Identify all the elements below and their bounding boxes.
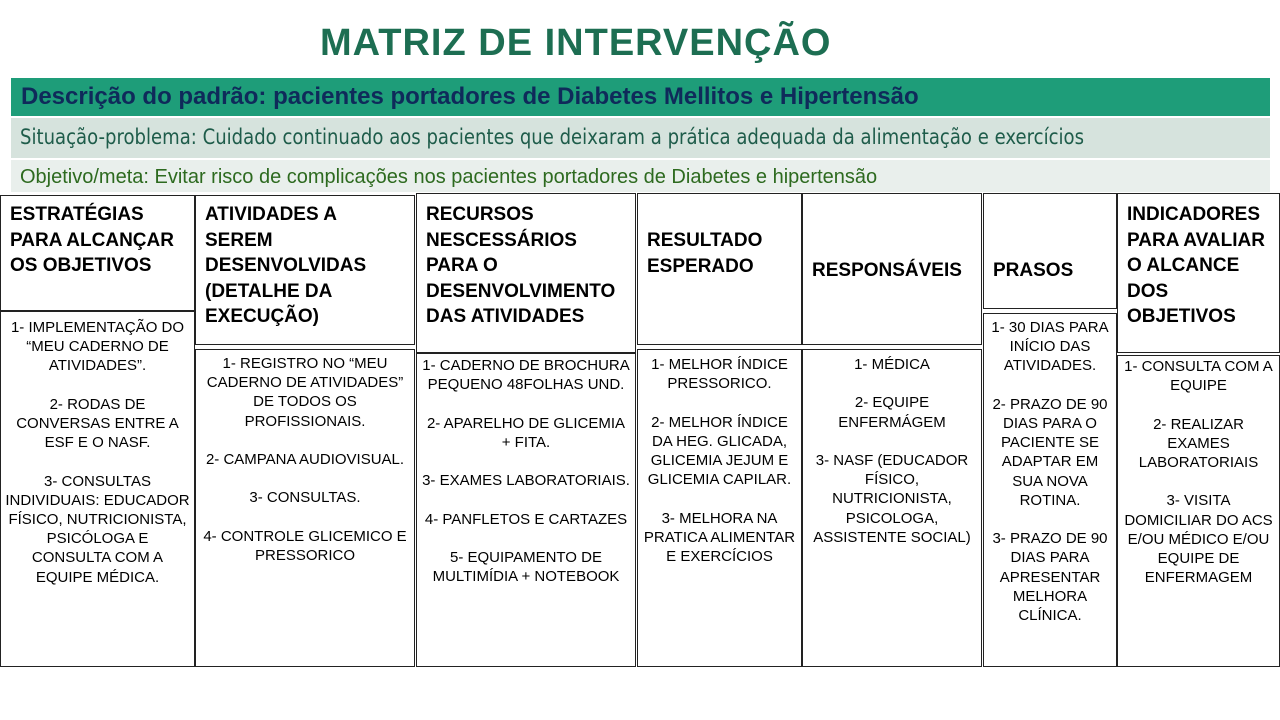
header-atividades: ATIVIDADES A SEREM DESENVOLVIDAS (DETALHE DA EXECUÇÃO) xyxy=(195,195,415,345)
situacao-text: Situação-problema: Cuidado continuado aos pacientes que deixaram a prática adequada da alimentação e exercícios xyxy=(20,125,1084,149)
body-resultado: 1- MELHOR ÍNDICE PRESSORICO. 2- MELHOR ÍNDICE DA HEG. GLICADA, GLICEMIA JEJUM E GLICEMIA CAPILAR. 3- MELHORA NA PRATICA ALIMENTAR E EXERCÍCIOS xyxy=(637,349,802,667)
header-resultado: RESULTADO ESPERADO xyxy=(637,193,802,345)
objetivo-band: Objetivo/meta: Evitar risco de complicações nos pacientes portadores de Diabetes e hipertensão xyxy=(11,160,1270,192)
header-estrategias: ESTRATÉGIAS PARA ALCANÇAR OS OBJETIVOS xyxy=(0,195,195,311)
situacao-band xyxy=(11,118,1270,158)
page-title: MATRIZ DE INTERVENÇÃO xyxy=(320,22,832,64)
header-recursos: RECURSOS NESCESSÁRIOS PARA O DESENVOLVIMENTO DAS ATIVIDADES xyxy=(416,193,636,353)
body-prasos: 1- 30 DIAS PARA INÍCIO DAS ATIVIDADES. 2- PRAZO DE 90 DIAS PARA O PACIENTE SE ADAPTAR EM SUA NOVA ROTINA. 3- PRAZO DE 90 DIAS PARA APRESENTAR MELHORA CLÍNICA. xyxy=(983,313,1117,667)
body-recursos: 1- CADERNO DE BROCHURA PEQUENO 48FOLHAS UND. 2- APARELHO DE GLICEMIA + FITA. 3- EXAMES LABORATORIAIS. 4- PANFLETOS E CARTAZES 5- EQUIPAMENTO DE MULTIMÍDIA + NOTEBOOK xyxy=(416,353,636,667)
body-estrategias: 1- IMPLEMENTAÇÃO DO “MEU CADERNO DE ATIVIDADES”. 2- RODAS DE CONVERSAS ENTRE A ESF E O NASF. 3- CONSULTAS INDIVIDUAIS: EDUCADOR FÍSICO, NUTRICIONISTA, PSICÓLOGA E CONSULTA COM A EQUIPE MÉDICA. xyxy=(0,311,195,667)
body-atividades: 1- REGISTRO NO “MEU CADERNO DE ATIVIDADES” DE TODOS OS PROFISSIONAIS. 2- CAMPANA AUDIOVISUAL. 3- CONSULTAS. 4- CONTROLE GLICEMICO E PRESSORICO xyxy=(195,349,415,667)
body-responsaveis: 1- MÉDICA 2- EQUIPE ENFERMÁGEM 3- NASF (EDUCADOR FÍSICO, NUTRICIONISTA, PSICOLOGA, ASSISTENTE SOCIAL) xyxy=(802,349,982,667)
header-responsaveis: RESPONSÁVEIS xyxy=(802,193,982,345)
header-prasos: PRASOS xyxy=(983,193,1117,309)
header-indicadores: INDICADORES PARA AVALIAR O ALCANCE DOS OBJETIVOS xyxy=(1117,193,1280,353)
body-indicadores: 1- CONSULTA COM A EQUIPE 2- REALIZAR EXAMES LABORATORIAIS 3- VISITA DOMICILIAR DO ACS E/OU MÉDICO E/OU EQUIPE DE ENFERMAGEM xyxy=(1117,355,1280,667)
descricao-band: Descrição do padrão: pacientes portadores de Diabetes Mellitos e Hipertensão xyxy=(11,78,1270,116)
